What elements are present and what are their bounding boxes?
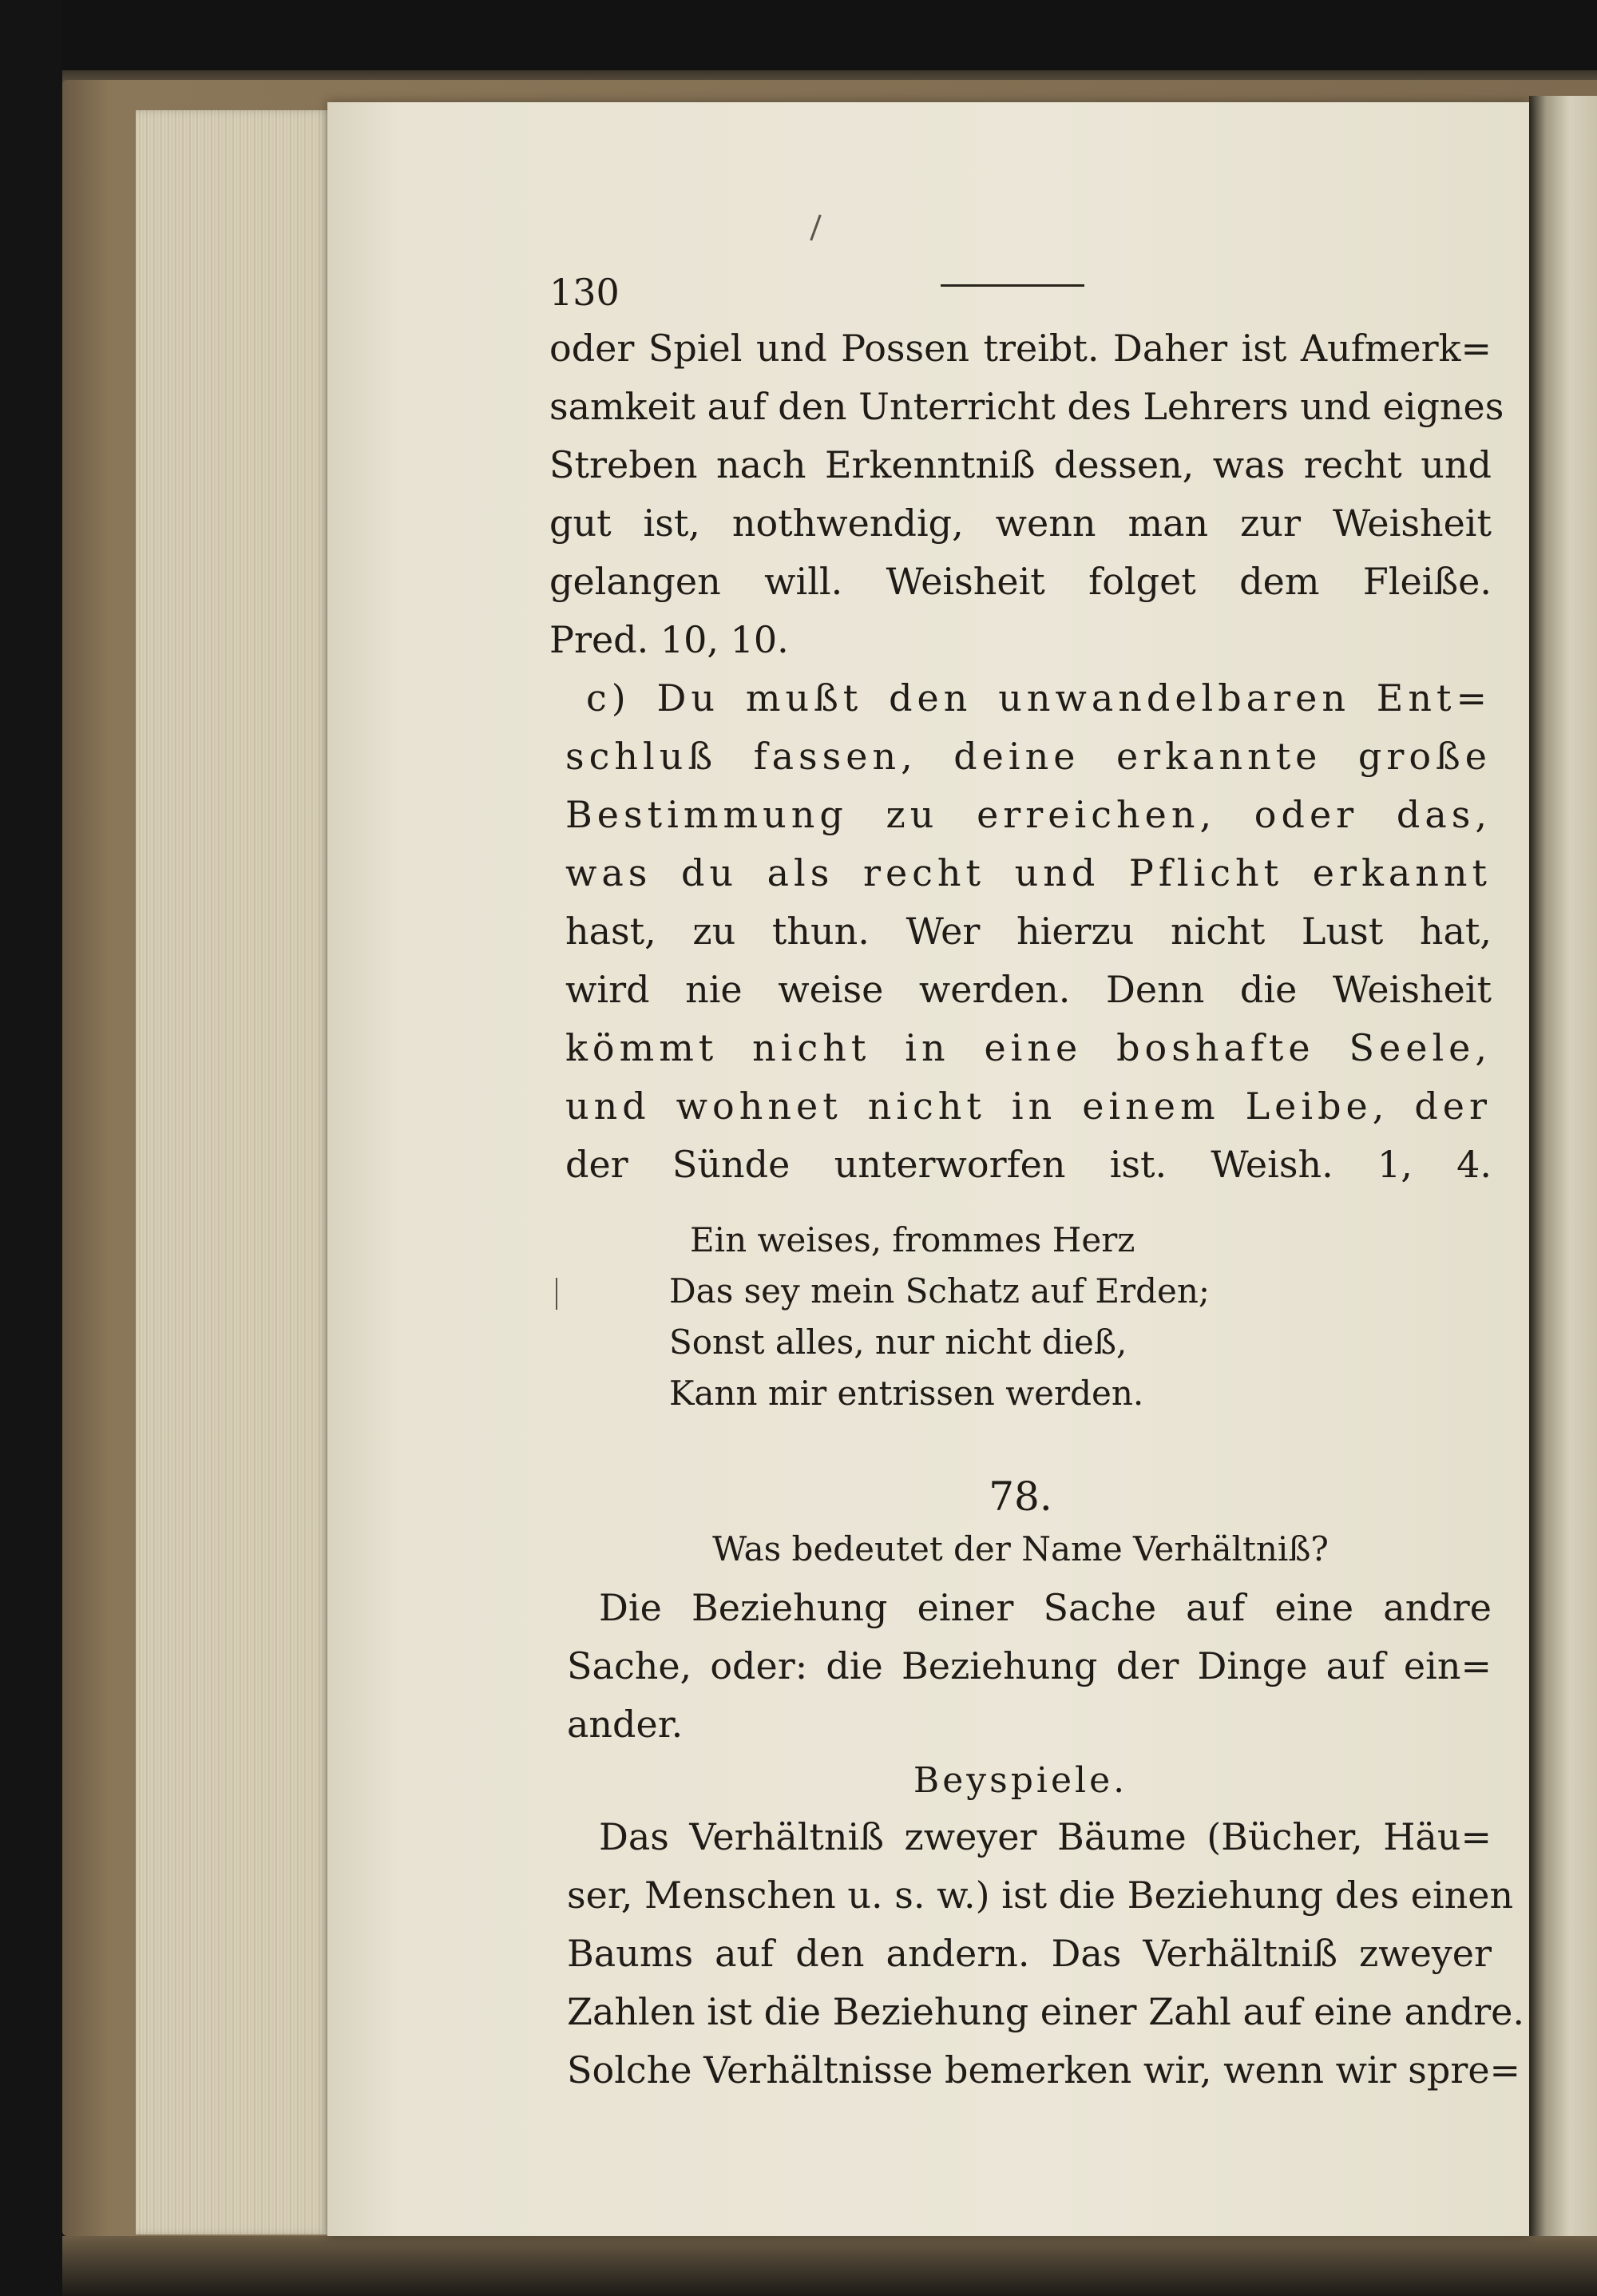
text-line: kömmt nicht in eine boshafte Seele, <box>565 1026 1492 1069</box>
text-line: Solche Verhältnisse bemerken wir, wenn wir spre= <box>567 2048 1521 2092</box>
book-bottom-edge <box>62 2236 1597 2296</box>
text-line: oder Spiel und Possen treibt. Daher ist Aufmerk= <box>549 327 1492 370</box>
section-question: Was bedeutet der Name Verhältniß? <box>712 1529 1329 1568</box>
text-line: ander. <box>567 1703 684 1746</box>
examples-paragraph <box>567 1808 1524 2100</box>
text-line: Pred. 10, 10. <box>549 618 789 661</box>
text-line: Zahlen ist die Beziehung einer Zahl auf eine andre. <box>567 1990 1524 2033</box>
background-left <box>0 0 62 2296</box>
text-line: gelangen will. Weisheit folget dem Fleiße. <box>549 560 1492 603</box>
verse-line: Sonst alles, nur nicht dieß, <box>669 1322 1127 1362</box>
text-line: c) Du mußt den unwandelbaren Ent= <box>586 676 1492 720</box>
text-line: was du als recht und Pflicht erkannt <box>565 851 1492 894</box>
text-line: Das Verhältniß zweyer Bäume (Bücher, Häu= <box>599 1815 1492 1858</box>
text-line: hast, zu thun. Wer hierzu nicht Lust hat, <box>565 910 1492 953</box>
text-line: samkeit auf den Unterricht des Lehrers und eignes <box>549 385 1504 428</box>
page-number: 130 <box>549 271 620 314</box>
text-line: wird nie weise werden. Denn die Weisheit <box>565 968 1492 1011</box>
verse-line: Das sey mein Schatz auf Erden; <box>669 1271 1211 1311</box>
page-text <box>549 264 1524 2100</box>
text-line: Bestimmung zu erreichen, oder das, <box>565 793 1492 836</box>
text-line: Streben nach Erkenntniß dessen, was recht und <box>549 443 1492 486</box>
page-header <box>549 264 1492 319</box>
verse <box>669 1215 1492 1419</box>
examples-heading: Beyspiele. <box>913 1760 1128 1801</box>
text-line: und wohnet nicht in einem Leibe, der <box>565 1085 1492 1128</box>
text-line: schluß fassen, deine erkannte große <box>565 735 1492 778</box>
answer-paragraph <box>567 1579 1492 1754</box>
text-line: Baums auf den andern. Das Verhältniß zweyer <box>567 1932 1492 1975</box>
text-line: gut ist, nothwendig, wenn man zur Weisheit <box>549 502 1492 545</box>
section-number: 78. <box>989 1473 1052 1520</box>
verse-line: Ein weises, frommes Herz <box>690 1220 1135 1259</box>
text-line: Die Beziehung einer Sache auf eine andre <box>599 1586 1492 1629</box>
text-line: der Sünde unterworfen ist. Weish. 1, 4. <box>565 1143 1492 1186</box>
paragraph-continuation <box>549 319 1504 669</box>
verse-line: Kann mir entrissen werden. <box>669 1374 1144 1413</box>
page-stack <box>136 110 331 2235</box>
header-rule <box>941 284 1084 287</box>
text-line: ser, Menschen u. s. w.) ist die Beziehung des einen <box>567 1874 1514 1917</box>
paragraph-c <box>565 669 1492 1194</box>
facing-page-edge <box>1529 96 1597 2244</box>
text-line: Sache, oder: die Beziehung der Dinge auf ein= <box>567 1644 1492 1687</box>
